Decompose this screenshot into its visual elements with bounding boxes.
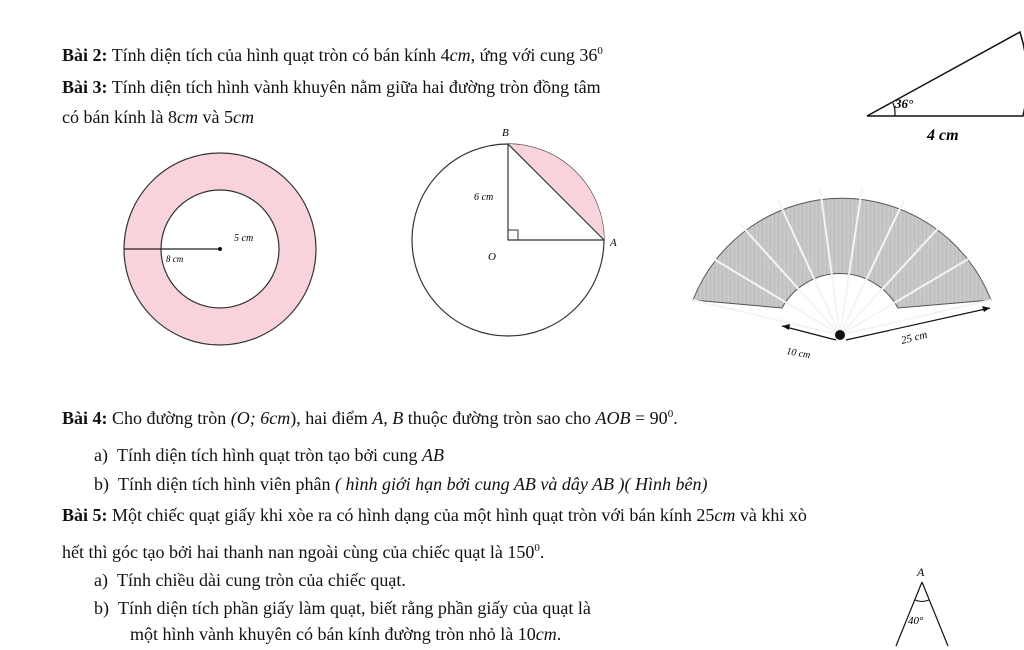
bai3-text: Tính diện tích hình vành khuyên nằm giữa hai đường tròn đồng tâm	[107, 77, 601, 97]
bai3-line2	[62, 106, 254, 128]
triangle-vertex-label: A	[917, 565, 925, 579]
annulus-figure	[122, 152, 322, 352]
bai3-line2b: và 5	[197, 107, 233, 127]
bai5a-label: a)	[94, 570, 108, 590]
bai5-text2: và khi xò	[735, 505, 807, 525]
sector-angle-label: 36°	[895, 96, 914, 111]
fan-outer-label: 25 cm	[899, 328, 929, 347]
bai5a-text: Tính chiều dài cung tròn của chiếc quạt.	[116, 570, 406, 590]
bai4a-label: a)	[94, 445, 108, 465]
bai5-text: Một chiếc quạt giấy khi xòe ra có hình dạng của một hình quạt tròn với bán kính 25	[107, 505, 715, 525]
bai4b-line	[94, 473, 707, 495]
bai5-dot: .	[539, 542, 545, 562]
point-o-label: O	[488, 251, 496, 263]
bai5b-unit: cm	[535, 624, 557, 644]
point-a-label: A	[610, 237, 617, 249]
bai4b-text: Tính diện tích hình viên phân	[118, 474, 335, 494]
bai4-dot: .	[673, 408, 678, 428]
bai4-t3: thuộc đường tròn sao cho	[403, 408, 596, 428]
fan-inner-label: 10 cm	[785, 346, 812, 362]
bai5-title: Bài 5:	[62, 505, 108, 525]
bai2-title: Bài 2:	[62, 45, 108, 65]
sector-radius-label: 4 cm	[927, 127, 959, 144]
bai4a-text: Tính diện tích hình quạt tròn tạo bởi cung	[116, 445, 422, 465]
sector-figure	[855, 20, 1024, 150]
bai2-text: Tính diện tích của hình quạt tròn có bán kính 4	[107, 45, 450, 65]
bai4-paren: (O; 6	[230, 408, 270, 428]
bai3-line1	[62, 76, 601, 98]
bai4-points: A, B	[372, 408, 404, 428]
bai4-t2: ), hai điểm	[290, 408, 373, 428]
bai5a-line	[94, 569, 406, 591]
annulus-outer-label: 8 cm	[166, 254, 184, 264]
quarter-circle-figure	[410, 120, 640, 360]
triangle-angle-label: 40°	[908, 615, 924, 627]
bai4a-arc: AB	[421, 445, 444, 465]
bai3-unit1: cm	[176, 107, 198, 127]
bai3-title: Bài 3:	[62, 77, 108, 97]
bai5b-line1	[94, 597, 591, 619]
bai2-deg: 0	[597, 45, 603, 57]
bai5-deg: 0	[534, 542, 540, 554]
bai4-t1: Cho đường tròn	[107, 408, 231, 428]
bai5-line2	[62, 537, 544, 563]
annulus-inner-label: 5 cm	[234, 233, 254, 244]
bai2-unit: cm	[449, 45, 471, 65]
triangle-figure	[886, 560, 966, 650]
quarter-radius-label: 6 cm	[474, 192, 494, 203]
bai4-eq: = 90	[630, 408, 668, 428]
bai5b-line2-text: một hình vành khuyên có bán kính đường tròn nhỏ là 10	[130, 624, 536, 644]
bai3-line2a: có bán kính là 8	[62, 107, 177, 127]
point-b-label: B	[502, 127, 509, 139]
bai5-line2-text: hết thì góc tạo bởi hai thanh nan ngoài cùng của chiếc quạt là 150	[62, 542, 535, 562]
bai4-deg: 0	[667, 408, 674, 420]
bai3-unit2: cm	[232, 107, 254, 127]
bai5b-line2	[130, 623, 561, 645]
bai2-text2: , ứng với cung 36	[470, 45, 598, 65]
bai5-unit: cm	[714, 505, 736, 525]
bai4-title: Bài 4:	[62, 408, 108, 428]
bai4a-line	[94, 444, 444, 466]
bai5b-text: Tính diện tích phần giấy làm quạt, biết rằng phần giấy của quạt là	[118, 598, 591, 618]
bai4-unit: cm	[269, 408, 291, 428]
bai5b-label: b)	[94, 598, 109, 618]
bai4-angle: AOB	[595, 408, 631, 428]
bai5b-dot: .	[556, 624, 562, 644]
bai2-line	[62, 40, 603, 66]
bai5-line1	[62, 504, 807, 526]
bai4-line	[62, 403, 678, 429]
bai4b-label: b)	[94, 474, 109, 494]
fan-figure	[690, 180, 1010, 370]
bai4b-italic: ( hình giới hạn bởi cung AB và dây AB )( Hình bên)	[334, 474, 708, 494]
